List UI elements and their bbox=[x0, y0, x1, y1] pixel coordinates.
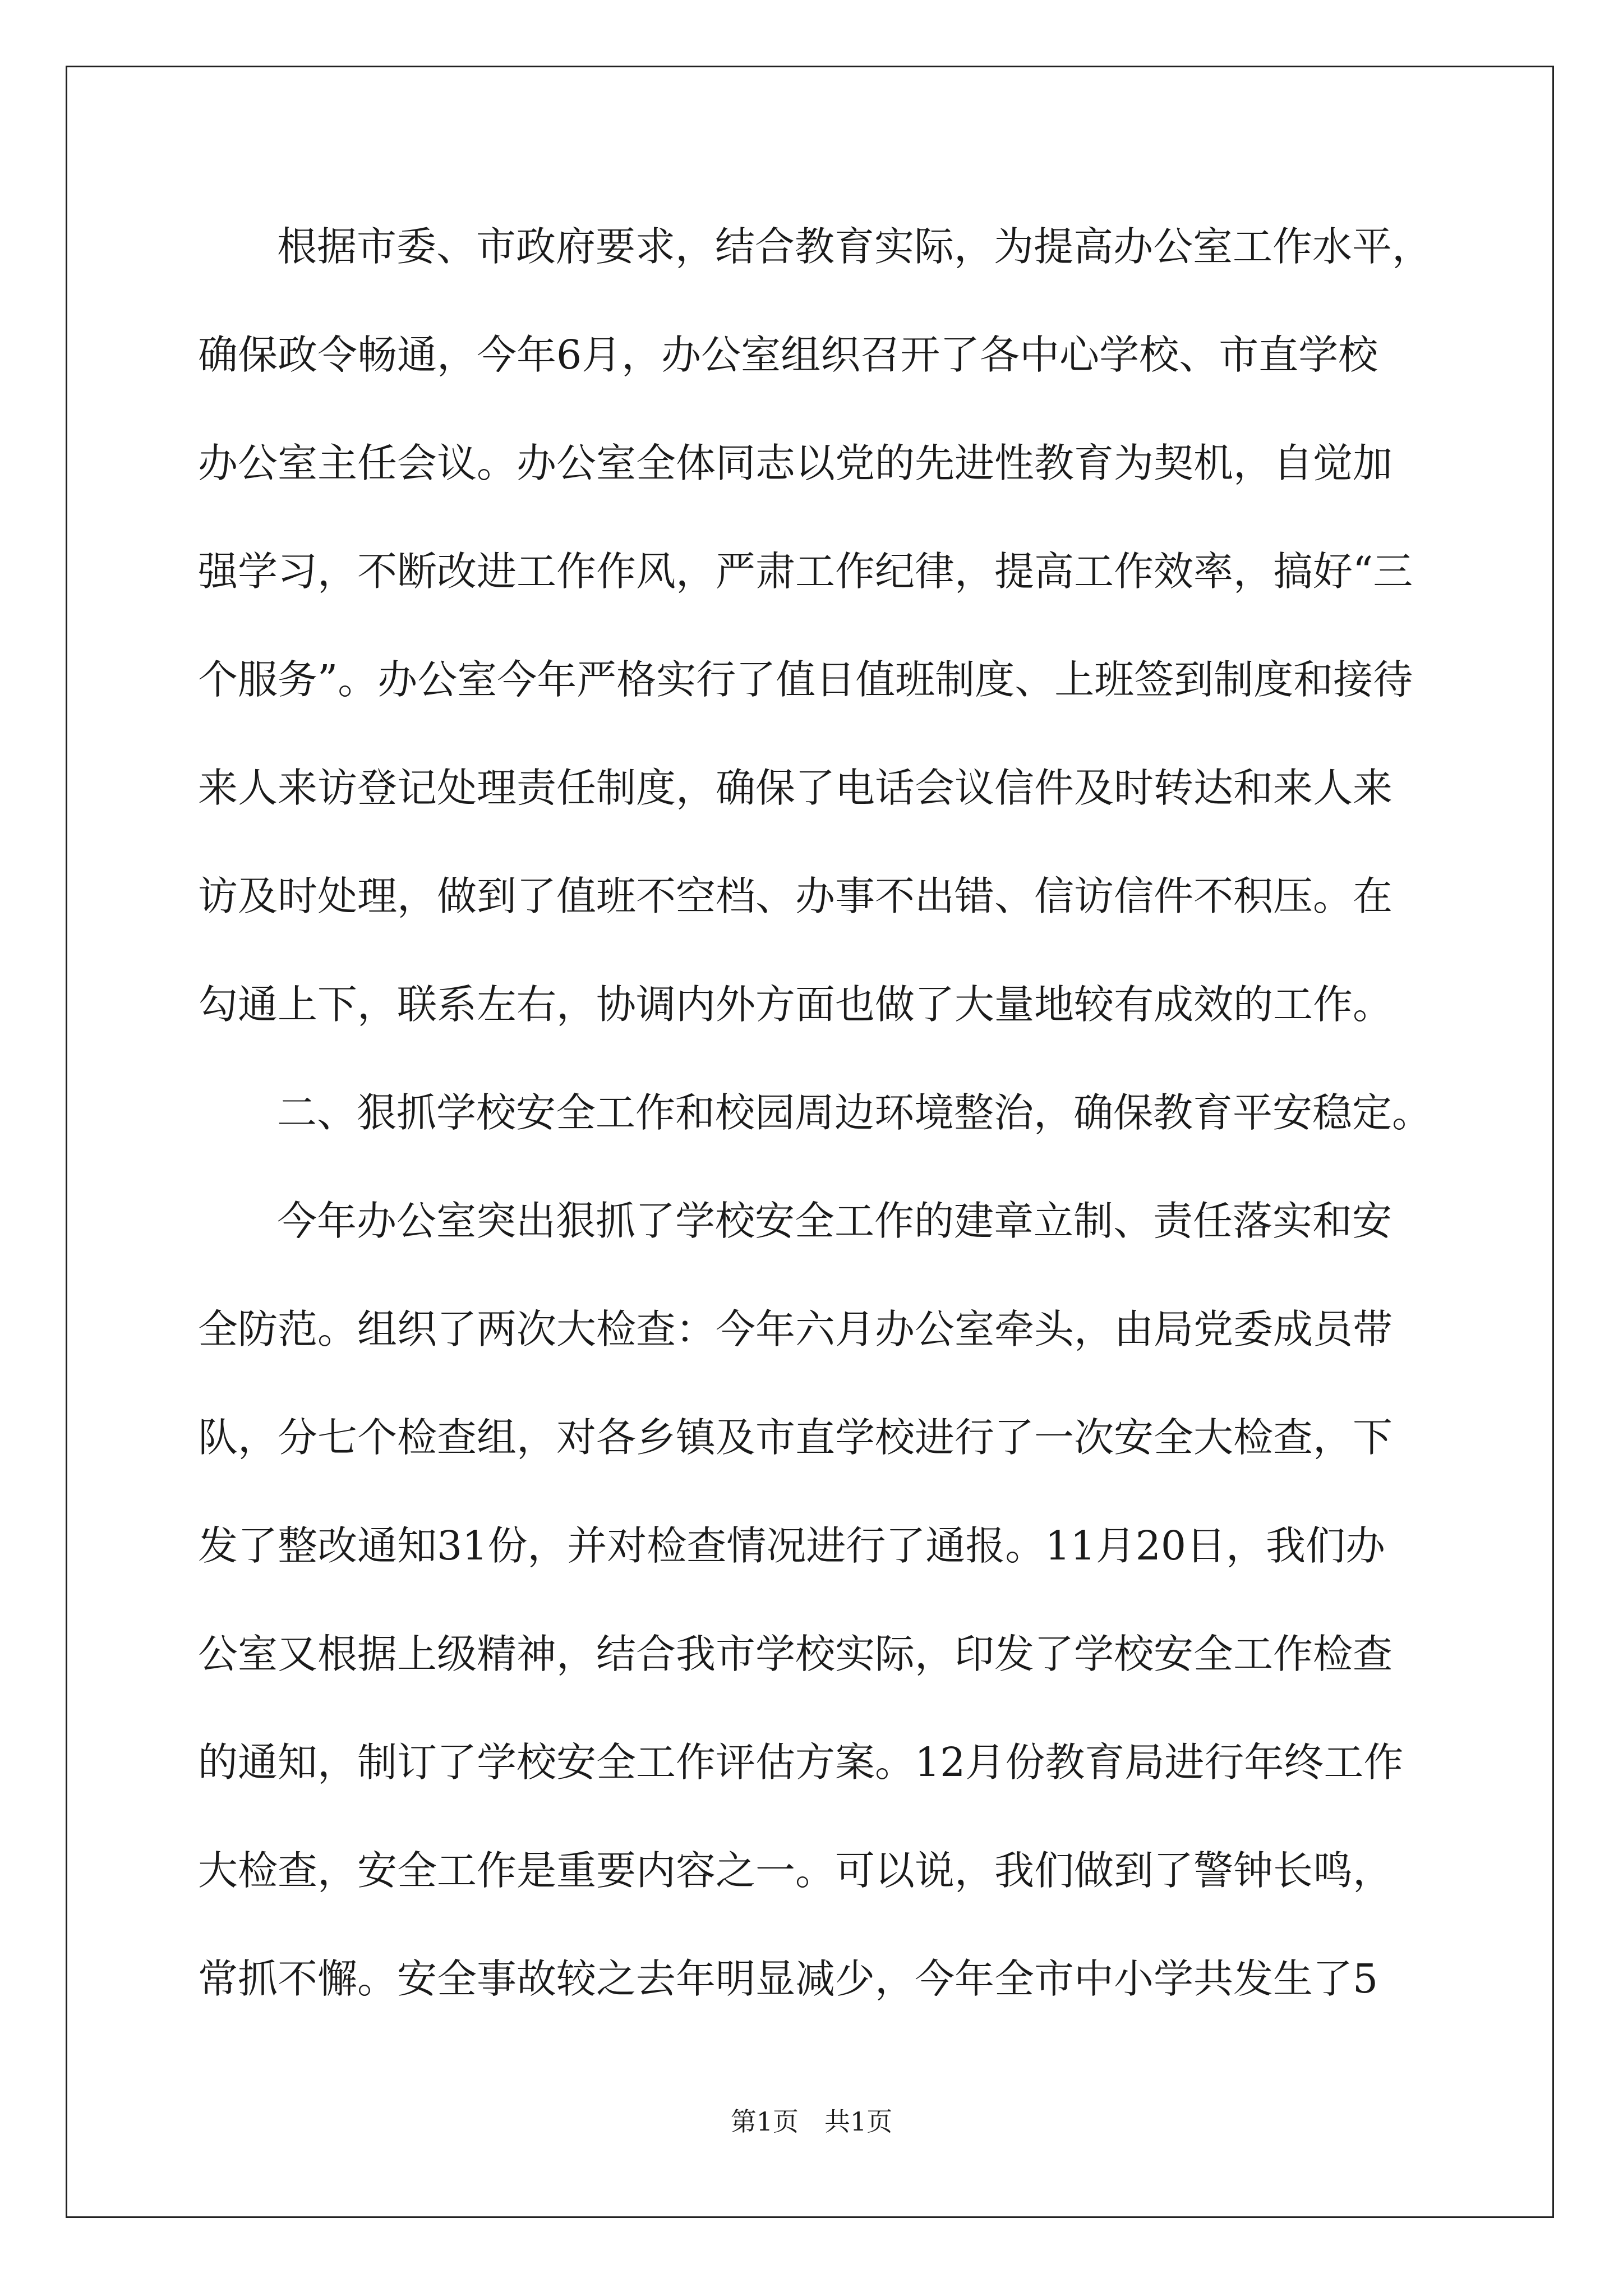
text-line: 办公室主任会议。办公室全体同志以党的先进性教育为契机，自觉加 bbox=[198, 440, 1393, 486]
page-footer bbox=[0, 2101, 1623, 2138]
text-line: 今年办公室突出狠抓了学校安全工作的建章立制、责任落实和安 bbox=[277, 1198, 1393, 1244]
text-line: 发了整改通知31份，并对检查情况进行了通报。11月20日，我们办 bbox=[198, 1522, 1386, 1569]
text-line: 强学习，不断改进工作作风，严肃工作纪律，提高工作效率，搞好“三 bbox=[198, 548, 1413, 595]
text-line: 队，分七个检查组，对各乡镇及市直学校进行了一次安全大检查，下 bbox=[198, 1414, 1393, 1461]
text-line: 来人来访登记处理责任制度，确保了电话会议信件及时转达和来人来 bbox=[198, 765, 1393, 811]
section-heading: 二、狠抓学校安全工作和校园周边环境整治，确保教育平安稳定。 bbox=[277, 1089, 1432, 1136]
text-line: 访及时处理，做到了值班不空档、办事不出错、信访信件不积压。在 bbox=[198, 873, 1393, 919]
page-total: 共1页 bbox=[824, 2106, 893, 2137]
text-line: 常抓不懈。安全事故较之去年明显减少，今年全市中小学共发生了5 bbox=[198, 1955, 1378, 2002]
text-line: 公室又根据上级精神，结合我市学校实际，印发了学校安全工作检查 bbox=[198, 1631, 1393, 1677]
text-line: 大检查，安全工作是重要内容之一。可以说，我们做到了警钟长鸣， bbox=[198, 1847, 1393, 1894]
text-line: 全防范。组织了两次大检查：今年六月办公室牵头，由局党委成员带 bbox=[198, 1306, 1393, 1352]
text-line: 确保政令畅通，今年6月，办公室组织召开了各中心学校、市直学校 bbox=[198, 332, 1378, 378]
text-line: 根据市委、市政府要求，结合教育实际，为提高办公室工作水平， bbox=[277, 223, 1432, 270]
text-line: 个服务”。办公室今年严格实行了值日值班制度、上班签到制度和接待 bbox=[198, 656, 1413, 703]
page-number: 第1页 bbox=[730, 2106, 799, 2137]
text-line: 勾通上下，联系左右，协调内外方面也做了大量地较有成效的工作。 bbox=[198, 981, 1393, 1028]
text-line: 的通知，制订了学校安全工作评估方案。12月份教育局进行年终工作 bbox=[198, 1739, 1404, 1786]
